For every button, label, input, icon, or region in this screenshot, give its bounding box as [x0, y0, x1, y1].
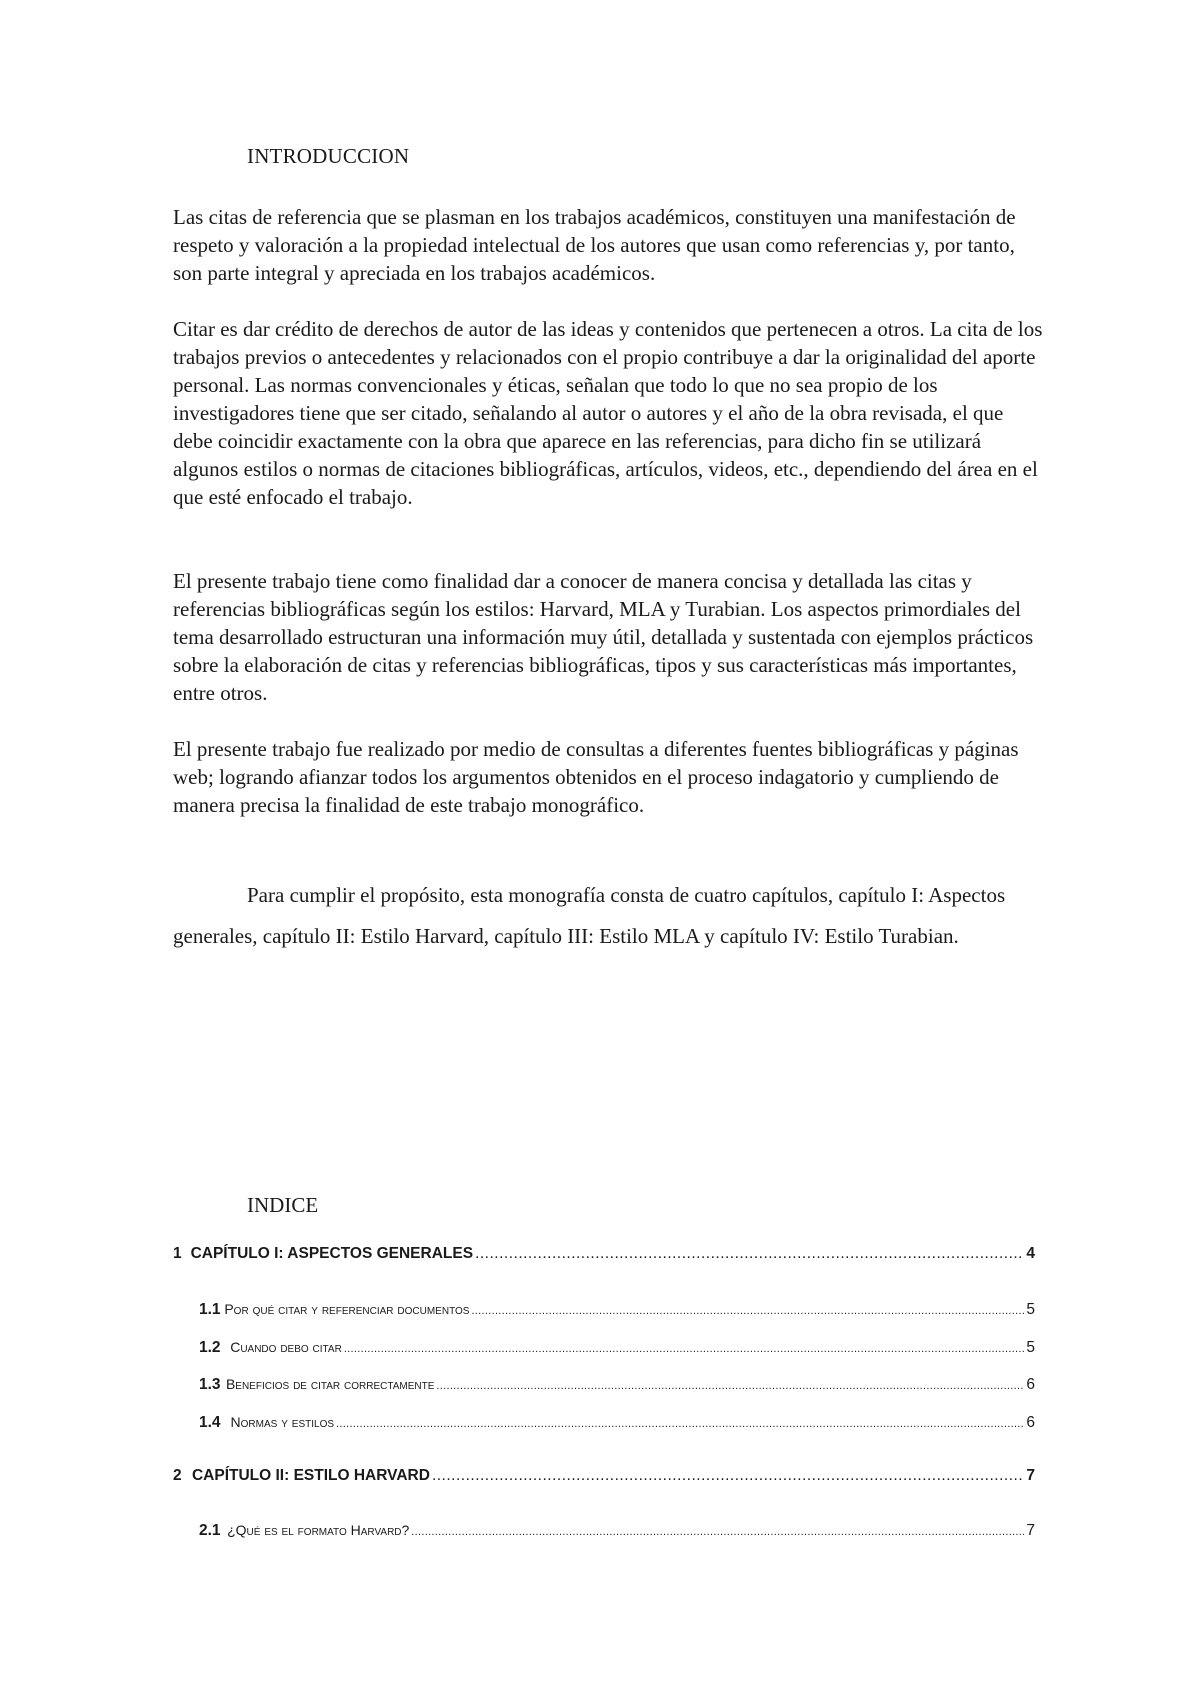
intro-paragraph-2: Citar es dar crédito de derechos de autor de las ideas y contenidos que pertenecen a otros. La cita de los trabajos previos o antecedentes y relacionados con el propio contribuye a dar la originalidad del aporte personal. Las normas convencionales y éticas, señalan que todo lo que no sea propio de los investigadores tiene que ser citado, señalando al autor o autores y el año de la obra revisada, el que debe coincidir exactamente con la obra que aparece en las referencias, para dicho fin se utilizará algunos estilos o normas de citaciones bibliográficas, artículos, videos, etc., dependiendo del área en el que esté enfocado el trabajo. [173, 317, 1043, 509]
toc-entry-title: ¿Qué es el formato Harvard? [227, 1522, 410, 1538]
toc-entry-number: 1.2 [199, 1339, 221, 1356]
toc-dot-leader [475, 1245, 1024, 1263]
toc-entry-title: CAPÍTULO II: ESTILO HARVARD [191, 1467, 430, 1484]
toc-entry-number: 2 [173, 1467, 182, 1484]
toc-entry-page: 5 [1026, 1339, 1035, 1356]
toc-entry-number: 1.1 [199, 1301, 221, 1318]
toc-entry-number: 1.3 [199, 1376, 221, 1393]
toc-entry-number: 2.1 [199, 1522, 221, 1539]
toc-entry-page: 6 [1026, 1376, 1035, 1393]
toc-dot-leader [411, 1526, 1024, 1538]
toc-dot-leader [336, 1418, 1024, 1430]
toc-entry-number: 1.4 [199, 1414, 221, 1431]
introduction-heading: INTRODUCCION [247, 144, 410, 168]
toc-entry-page: 6 [1026, 1414, 1035, 1431]
toc-entry-1-1[interactable] [173, 1301, 1035, 1323]
toc-entry-page: 5 [1026, 1301, 1035, 1318]
toc-entry-title: Por qué citar y referenciar documentos [224, 1301, 470, 1317]
index-heading: INDICE [247, 1193, 319, 1217]
toc-entry-page: 4 [1026, 1245, 1035, 1262]
toc-entry-1-4[interactable] [173, 1414, 1035, 1436]
toc-entry-title: CAPÍTULO I: ASPECTOS GENERALES [190, 1245, 474, 1262]
intro-paragraph-1: Las citas de referencia que se plasman en los trabajos académicos, constituyen una manifestación de respeto y valoración a la propiedad intelectual de los autores que usan como referencias y, por tanto, son parte integral y apreciada en los trabajos académicos. [173, 205, 1016, 285]
toc-entry-title: Cuando debo citar [230, 1339, 342, 1355]
toc-entry-title: Beneficios de citar correctamente [225, 1376, 435, 1392]
toc-entry-title: Normas y estilos [230, 1414, 335, 1430]
intro-paragraph-5: Para cumplir el propósito, esta monografía consta de cuatro capítulos, capítulo I: Aspectos generales, capítulo II: Estilo Harvard, capítulo III: Estilo MLA y capítulo IV: Estilo Turabian. [173, 883, 1006, 948]
toc-entry-number: 1 [173, 1245, 182, 1262]
toc-entry-page: 7 [1026, 1467, 1035, 1484]
intro-paragraph-3: El presente trabajo tiene como finalidad dar a conocer de manera concisa y detallada las citas y referencias bibliográficas según los estilos: Harvard, MLA y Turabian. Los aspectos primordiales del tema desarrollado estructuran una información muy útil, detallada y sustentada con ejemplos prácticos sobre la elaboración de citas y referencias bibliográficas, tipos y sus características más importantes, entre otros. [173, 569, 1034, 705]
toc-entry-2-1[interactable] [173, 1522, 1035, 1544]
toc-entry-1-2[interactable] [173, 1339, 1035, 1361]
toc-dot-leader [436, 1380, 1024, 1392]
toc-entry-1-3[interactable] [173, 1376, 1035, 1398]
toc-dot-leader [344, 1343, 1025, 1355]
toc-entry-1[interactable] [173, 1245, 1035, 1267]
toc-entry-2[interactable] [173, 1467, 1035, 1489]
toc-dot-leader [471, 1305, 1024, 1317]
toc-dot-leader [432, 1467, 1024, 1485]
toc-entry-page: 7 [1026, 1522, 1035, 1539]
intro-paragraph-4: El presente trabajo fue realizado por medio de consultas a diferentes fuentes bibliográficas y páginas web; logrando afianzar todos los argumentos obtenidos en el proceso indagatorio y cumpliendo de manera precisa la finalidad de este trabajo monográfico. [173, 737, 1019, 817]
